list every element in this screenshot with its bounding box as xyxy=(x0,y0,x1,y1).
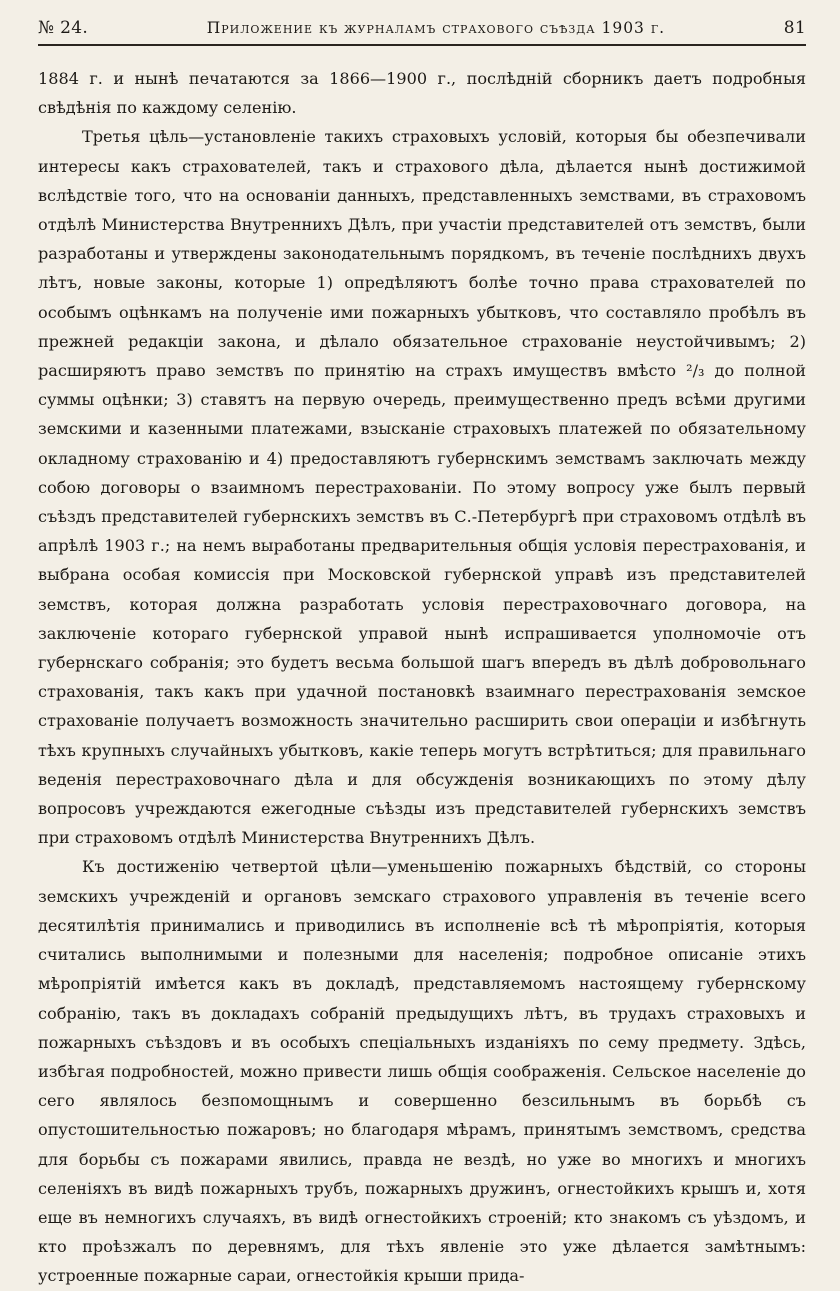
page-number: 81 xyxy=(783,18,806,38)
document-body xyxy=(38,64,806,1291)
paragraph: Третья цѣль—установленіе такихъ страховыхъ условій, которыя бы обезпечивали интересы какъ страхователей, такъ и страхового дѣла, дѣлается нынѣ достижимой вслѣдствіе того, что на основаніи данныхъ, представленныхъ земствами, въ страховомъ отдѣлѣ Министерства Внутреннихъ Дѣлъ, при участіи представителей отъ земствъ, были разработаны и утверждены законодательнымъ порядкомъ, въ теченіе послѣднихъ двухъ лѣтъ, новые законы, которые 1) опредѣляютъ болѣе точно права страхователей по особымъ оцѣнкамъ на полученіе ими пожарныхъ убытковъ, что составляло пробѣлъ въ прежней редакціи закона, и дѣлало обязательное страхованіе неустойчивымъ; 2) расширяютъ право земствъ по принятію на страхъ имуществъ вмѣсто ²/₃ до полной суммы оцѣнки; 3) ставятъ на первую очередь, преимущественно предъ всѣми другими земскими и казенными платежами, взысканіе страховыхъ платежей по обязательному окладному страхованію и 4) предоставляютъ губернскимъ земствамъ заключать между собою договоры о взаимномъ перестрахованіи. По этому вопросу уже былъ первый съѣздъ представителей губернскихъ земствъ въ С.-Петербургѣ при страховомъ отдѣлѣ въ апрѣлѣ 1903 г.; на немъ выработаны предварительныя общія условія перестрахованія, и выбрана особая комиссія при Московской губернской управѣ изъ представителей земствъ, которая должна разработать условія перестраховочнаго договора, на заключеніе котораго губернской управой нынѣ испрашивается уполномочіе отъ губернскаго собранія; это будетъ весьма большой шагъ впередъ въ дѣлѣ добровольнаго страхованія, такъ какъ при удачной постановкѣ взаимнаго перестрахованія земское страхованіе получаетъ возможность значительно расширить свои операціи и избѣгнуть тѣхъ крупныхъ случайныхъ убытковъ, какіе теперь могутъ встрѣтиться; для правильнаго веденія перестраховочнаго дѣла и для обсужденія возникающихъ по этому дѣлу вопросовъ учреждаются ежегодные съѣзды изъ представителей губернскихъ земствъ при страховомъ отдѣлѣ Министерства Внутреннихъ Дѣлъ. xyxy=(38,127,806,848)
paragraph: 1884 г. и нынѣ печатаются за 1866—1900 г., послѣдній сборникъ даетъ подробныя свѣдѣнія по каждому селенію. xyxy=(38,69,806,118)
header-title: Приложение къ журналамъ страхового съѣзда 1903 г. xyxy=(206,19,666,37)
paragraph: Къ достиженію четвертой цѣли—уменьшенію пожарныхъ бѣдствій, со стороны земскихъ учрежденій и органовъ земскаго страхового управленія въ теченіе всего десятилѣтія принимались и приводились въ исполненіе всѣ тѣ мѣропріятія, которыя считались выполнимыми и полезными для населенія; подробное описаніе этихъ мѣропріятій имѣется какъ въ докладѣ, представляемомъ настоящему губернскому собранію, такъ въ докладахъ собраній предыдущихъ лѣтъ, въ трудахъ страховыхъ и пожарныхъ съѣздовъ и въ особыхъ спеціальныхъ изданіяхъ по сему предмету. Здѣсь, избѣгая подробностей, можно привести лишь общія соображенія. Сельское населеніе до сего являлось безпомощнымъ и совершенно безсильнымъ въ борьбѣ съ опустошительностью пожаровъ; но благодаря мѣрамъ, принятымъ земствомъ, средства для борьбы съ пожарами явились, правда не вездѣ, но уже во многихъ и многихъ селеніяхъ въ видѣ пожарныхъ трубъ, пожарныхъ дружинъ, огнестойкихъ крышъ и, хотя еще въ немногихъ случаяхъ, въ видѣ огнестойкихъ строеній; кто знакомъ съ уѣздомъ, и кто проѣзжалъ по деревнямъ, для тѣхъ явленіе это уже дѣлается замѣтнымъ: устроенные пожарные сараи, огнестойкія крыши прида- xyxy=(38,857,806,1286)
issue-number: № 24. xyxy=(38,18,89,38)
running-header xyxy=(38,18,806,46)
